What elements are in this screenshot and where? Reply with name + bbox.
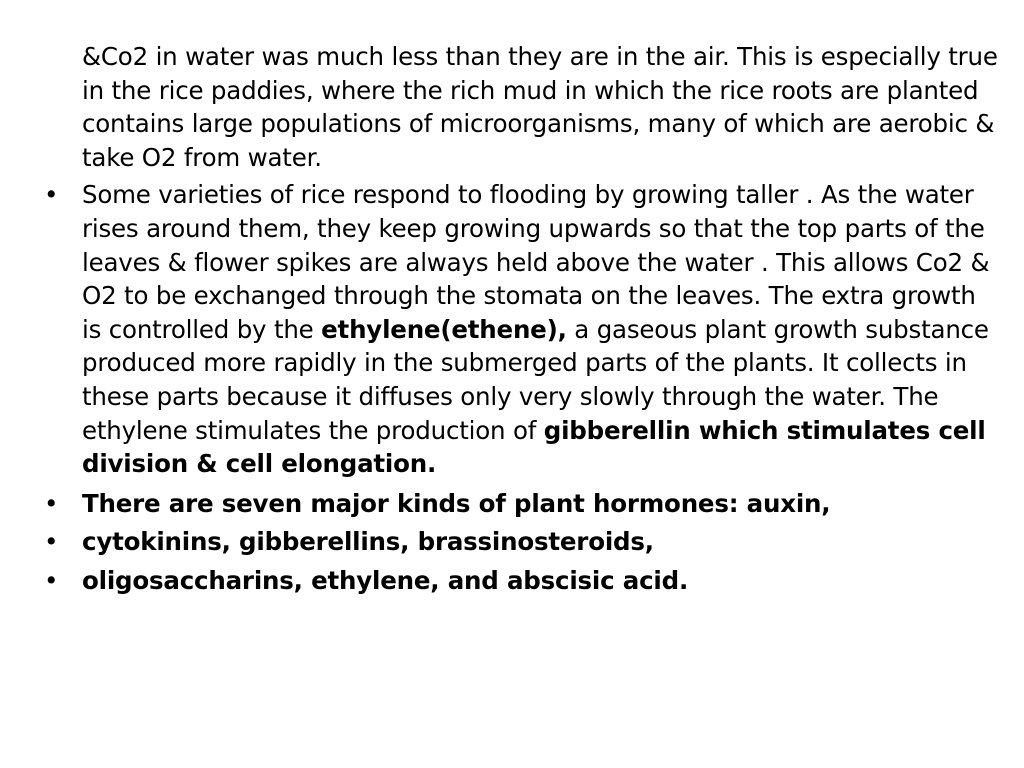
bullet-bold-ethylene: ethylene(ethene), <box>321 314 567 344</box>
bullet-icon: • <box>44 488 59 518</box>
bullet-text-part: Some varieties of rice respond to flooding by growing taller . As the water rises around them, they keep growing upwards so that the top parts of the leaves & flower spikes are always held above the water . This allows Co2 & O2 to be exchanged through the stomata on the leaves. The extra growth is controlled by the <box>82 180 990 344</box>
bullet-text: cytokinins, gibberellins, brassinosteroids, <box>82 527 654 557</box>
bullet-icon: • <box>44 180 59 210</box>
bullet-item-hormones-list-2 <box>44 564 1000 598</box>
bullet-item-hormones-list-1 <box>44 525 1000 559</box>
bullet-icon: • <box>44 565 59 595</box>
bullet-text-part: a gaseous plant growth substance produced more rapidly in the submerged parts of the plants. It collects in these parts because it diffuses only very slowly through the water. The ethylene stimulates the production of <box>82 314 989 445</box>
slide-body <box>44 40 1000 603</box>
bullet-item-hormones <box>44 487 1000 521</box>
intro-paragraph <box>44 40 1000 174</box>
bullet-text: oligosaccharins, ethylene, and abscisic acid. <box>82 565 689 595</box>
bullet-item-rice-flooding <box>44 178 1000 480</box>
bullet-bold-gibberellin: gibberellin which stimulates cell division & cell elongation. <box>82 415 986 479</box>
bullet-icon: • <box>44 527 59 557</box>
intro-text: &Co2 in water was much less than they are in the air. This is especially true in the rice paddies, where the rich mud in which the rice roots are planted contains large populations of microorganisms, many of which are aerobic & take O2 from water. <box>82 42 998 172</box>
bullet-text: There are seven major kinds of plant hormones: auxin, <box>82 488 831 518</box>
